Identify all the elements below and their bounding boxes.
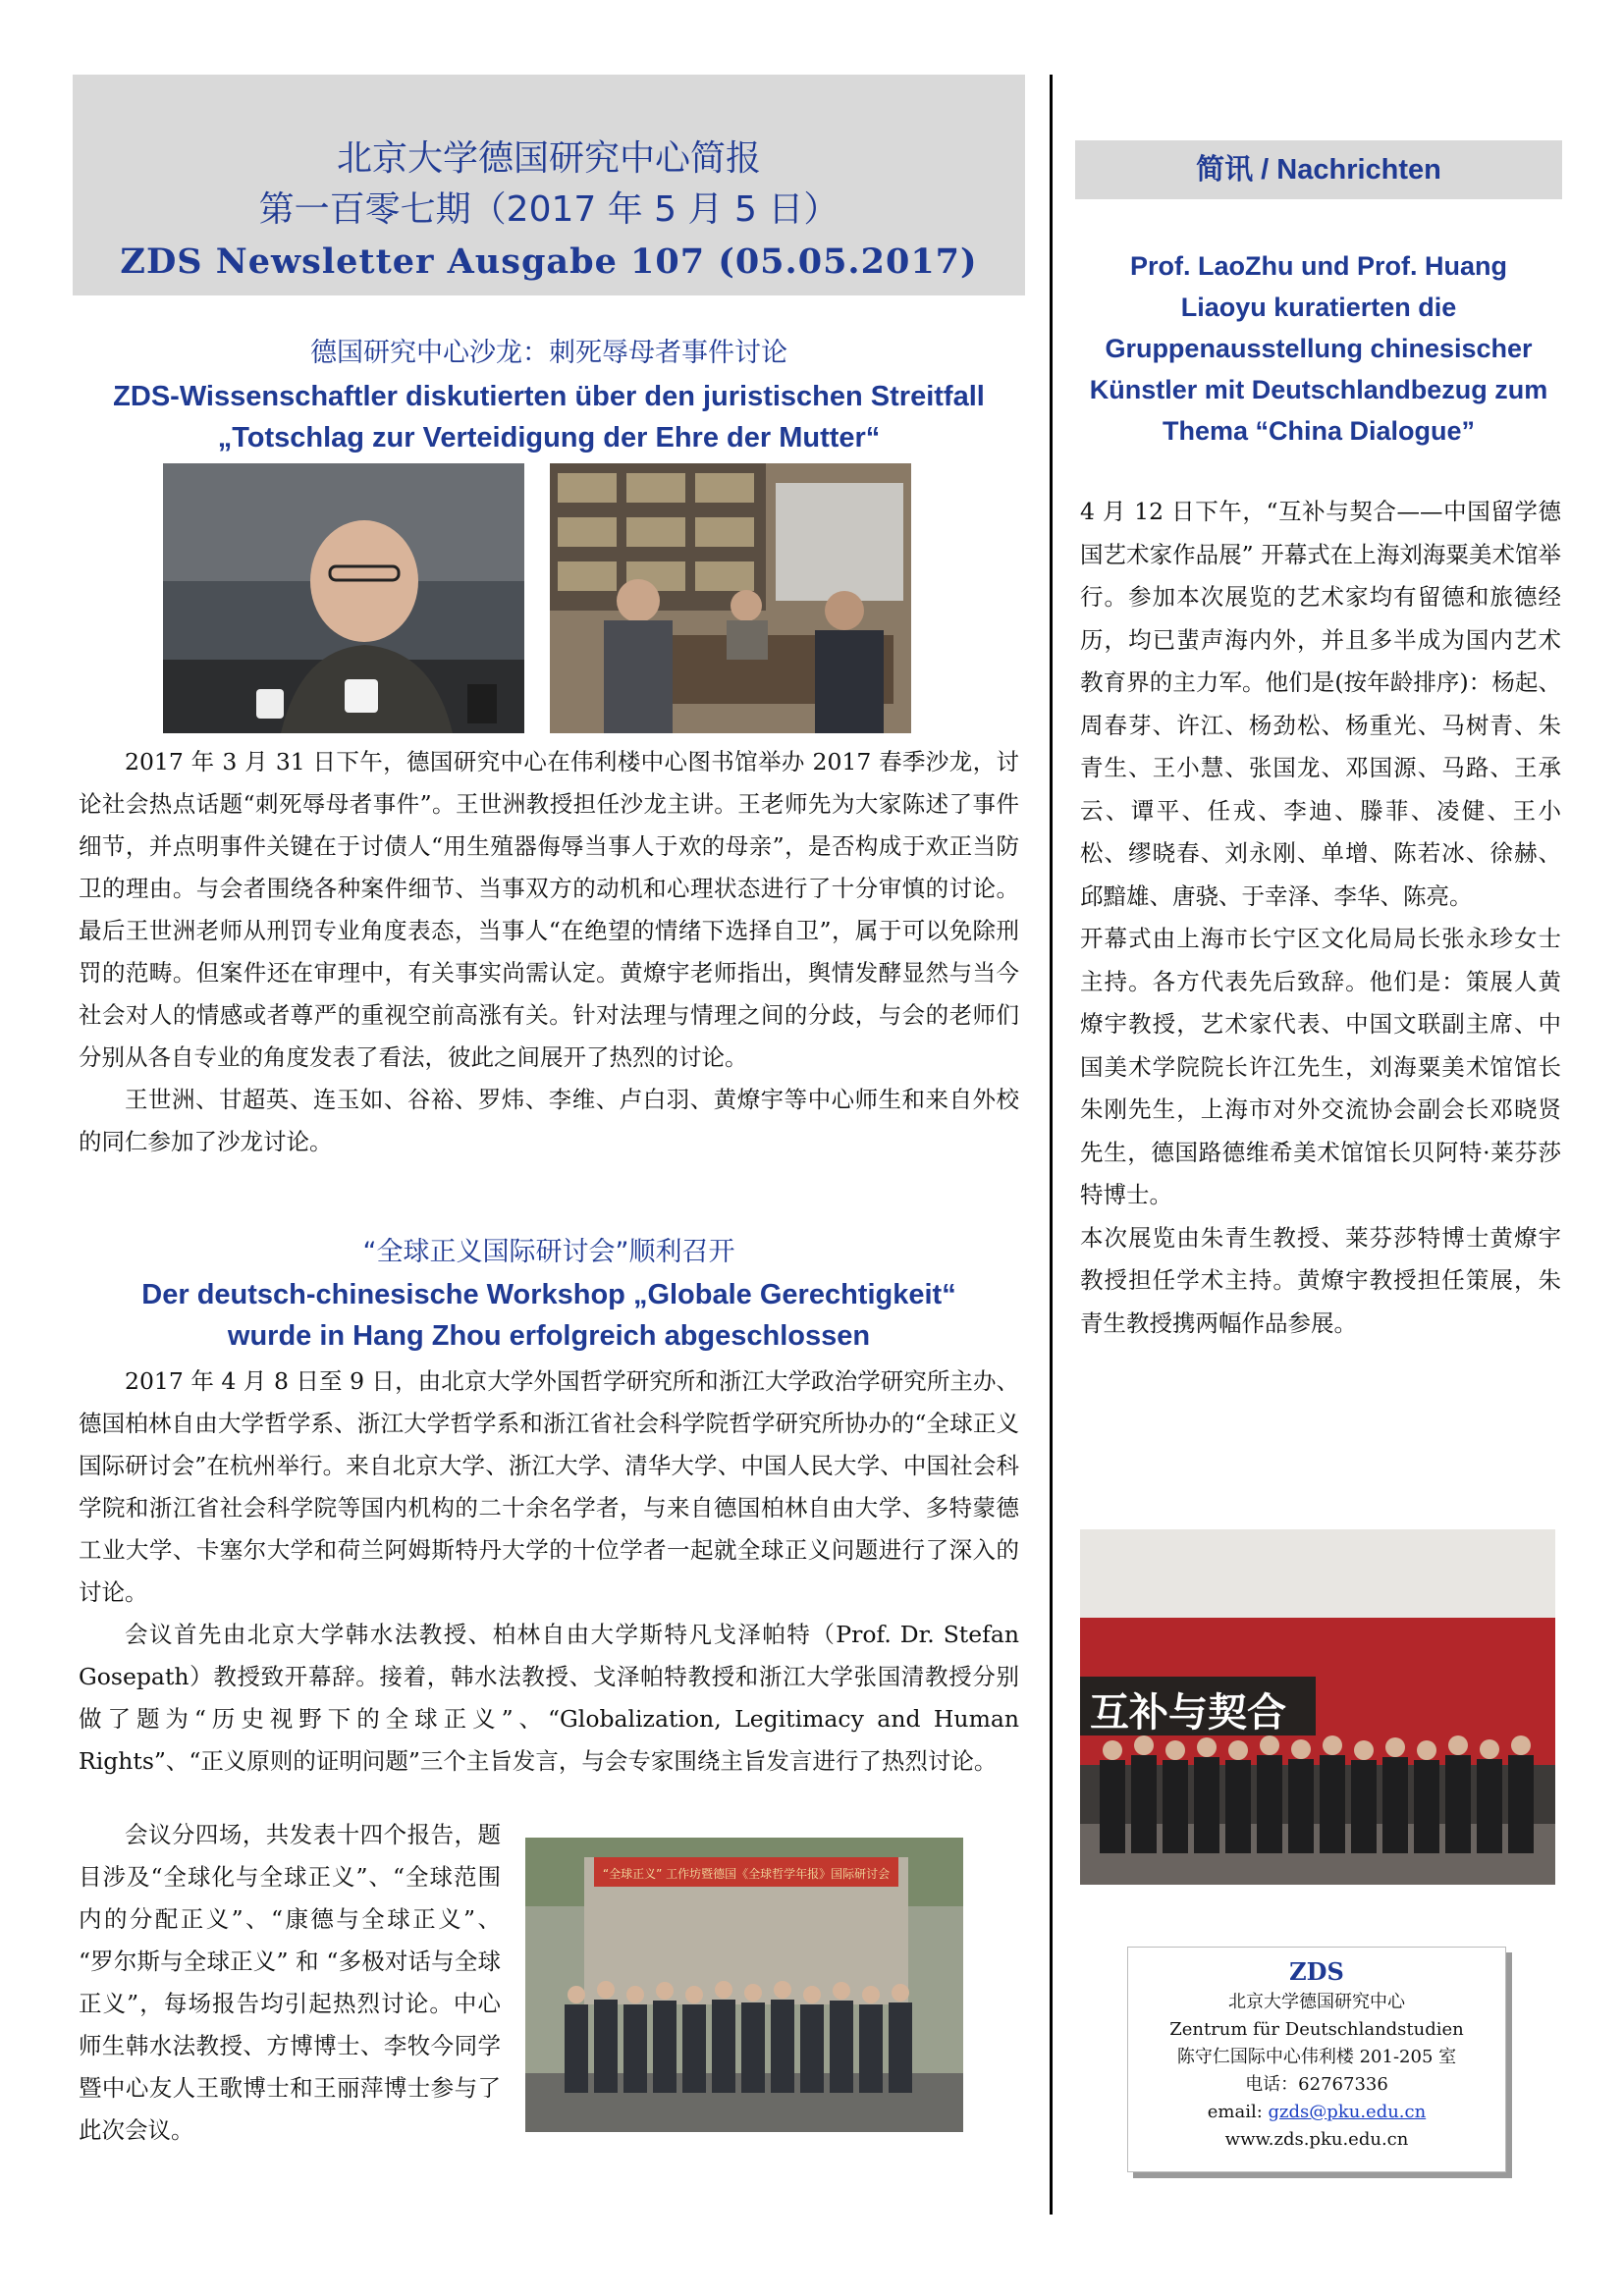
header-title-cn: 北京大学德国研究中心简报 [336, 138, 761, 179]
news-paragraph-3: 本次展览由朱青生教授、莱芬莎特博士黄燎宇教授担任学术主持。黄燎宇教授担任策展，朱青生教授携两幅作品参展。 [1080, 1223, 1561, 1337]
contact-name-de: Zentrum für Deutschlandstudien [1169, 2019, 1464, 2040]
article1-title-de-line1: ZDS-Wissenschaftler diskutierten über den juristischen Streitfall [113, 381, 985, 412]
salon-speaker-photo [163, 463, 524, 733]
newsletter-header [73, 75, 1025, 295]
contact-name-cn: 北京大学德国研究中心 [1228, 1992, 1405, 2012]
news-title-line: Thema “China Dialogue” [1162, 416, 1476, 446]
article2-title-cn: “全球正义国际研讨会”顺利召开 [362, 1237, 735, 1267]
article1-title-cn: 德国研究中心沙龙：刺死辱母者事件讨论 [310, 338, 787, 368]
workshop-group-photo [525, 1838, 963, 2132]
news-title-line: Künstler mit Deutschlandbezug zum [1089, 375, 1548, 404]
contact-email-label: email: [1207, 2102, 1269, 2122]
contact-email-line [1128, 2099, 1505, 2126]
news-paragraph-2: 开幕式由上海市长宁区文化局局长张永珍女士主持。各方代表先后致辞。他们是：策展人黄燎宇教授，艺术家代表、中国文联副主席、中国美术学院院长许江先生，刘海粟美术馆馆长朱刚先生，上海市对外交流协会副会长邓晓贤先生，德国路德维希美术馆馆长贝阿特·莱芬莎特博士。 [1080, 925, 1561, 1208]
article2-title-de-line2: wurde in Hang Zhou erfolgreich abgeschlossen [227, 1320, 871, 1352]
news-title-line: Prof. LaoZhu und Prof. Huang [1130, 251, 1507, 281]
contact-email-link[interactable]: gzds@pku.edu.cn [1268, 2102, 1427, 2122]
news-title-line: Liaoyu kuratierten die [1180, 293, 1457, 322]
article1-paragraph-2: 王世洲、甘超英、连玉如、谷裕、罗炜、李维、卢白羽、黄燎宇等中心师生和来自外校的同仁参加了沙龙讨论。 [79, 1086, 1019, 1155]
exhibition-opening-photo [1080, 1529, 1555, 1885]
article2-body-narrow [79, 1814, 501, 2152]
header-title-en: ZDS Newsletter Ausgabe 107 (05.05.2017) [120, 241, 978, 282]
salon-discussion-photo [550, 463, 911, 733]
article1-body [79, 741, 1019, 1163]
contact-phone: 电话：62767336 [1245, 2074, 1388, 2095]
workshop-banner-text: “全球正义” 工作坊暨德国《全球哲学年报》国际研讨会 [602, 1867, 891, 1881]
contact-website[interactable]: www.zds.pku.edu.cn [1224, 2129, 1409, 2150]
article2-paragraph-2: 会议首先由北京大学韩水法教授、柏林自由大学斯特凡戈泽帕特（Prof. Dr. Stefan Gosepath）教授致开幕辞。接着，韩水法教授、戈泽帕特教授和浙江大学张国清教授分别做了题为“历史视野下的全球正义”、“Globalization, Legitimacy and Human Rights”、“正义原则的证明问题”三个主旨发言，与会专家围绕主旨发言进行了热烈讨论。 [79, 1621, 1019, 1775]
article2-paragraph-1: 2017 年 4 月 8 日至 9 日，由北京大学外国哲学研究所和浙江大学政治学研究所主办、德国柏林自由大学哲学系、浙江大学哲学系和浙江省社会科学院哲学研究所协办的“全球正义国际研讨会”在杭州举行。来自北京大学、浙江大学、清华大学、中国人民大学、中国社会科学院和浙江省社会科学院等国内机构的二十余名学者，与来自德国柏林自由大学、多特蒙德工业大学、卡塞尔大学和荷兰阿姆斯特丹大学的十位学者一起就全球正义问题进行了深入的讨论。 [79, 1367, 1019, 1606]
article2-title-de-line1: Der deutsch-chinesische Workshop „Globale Gerechtigkeit“ [141, 1279, 956, 1310]
news-title-line: Gruppenausstellung chinesischer [1105, 334, 1533, 363]
contact-address: 陈守仁国际中心伟利楼 201-205 室 [1176, 2047, 1457, 2067]
article2-body [79, 1361, 1019, 1783]
exhibition-sign-text: 互补与契合 [1090, 1690, 1286, 1735]
news-paragraph-1: 4 月 12 日下午，“互补与契合——中国留学德国艺术家作品展” 开幕式在上海刘海粟美术馆举行。参加本次展览的艺术家均有留德和旅德经历，均已蜚声海内外，并且多半成为国内艺术教育界的主力军。他们是(按年龄排序)：杨起、周春芽、许江、杨劲松、杨重光、马树青、朱青生、王小慧、张国龙、邓国源、马路、王承云、谭平、任戎、李迪、滕菲、凌健、王小松、缪晓春、刘永刚、单增、陈若冰、徐赫、邱黯雄、唐骁、于幸泽、李华、陈亮。 [1080, 498, 1561, 910]
news-title [1075, 245, 1562, 452]
column-divider [1050, 75, 1053, 2215]
article2-paragraph-3: 会议分四场，共发表十四个报告，题目涉及“全球化与全球正义”、“全球范围内的分配正义”、“康德与全球正义”、 “罗尔斯与全球正义” 和 “多极对话与全球正义”，每场报告均引起热烈讨论。中心师生韩水法教授、方博博士、李牧今同学暨中心友人王歌博士和王丽萍博士参与了此次会议。 [79, 1821, 501, 2144]
contact-title: ZDS [1289, 1957, 1344, 1986]
header-issue-cn: 第一百零七期（2017 年 5 月 5 日） [258, 189, 839, 230]
contact-box [1127, 1947, 1506, 2172]
news-section-header: 简讯 / Nachrichten [1075, 140, 1562, 199]
article1-title-de-line2: „Totschlag zur Verteidigung der Ehre der Mutter“ [217, 422, 881, 454]
news-body [1080, 491, 1561, 1345]
article1-paragraph-1: 2017 年 3 月 31 日下午，德国研究中心在伟利楼中心图书馆举办 2017 春季沙龙，讨论社会热点话题“刺死辱母者事件”。王世洲教授担任沙龙主讲。王老师先为大家陈述了事件细节，并点明事件关键在于讨债人“用生殖器侮辱当事人于欢的母亲”，是否构成于欢正当防卫的理由。与会者围绕各种案件细节、当事双方的动机和心理状态进行了十分审慎的讨论。最后王世洲老师从刑罚专业角度表态，当事人“在绝望的情绪下选择自卫”，属于可以免除刑罚的范畴。但案件还在审理中，有关事实尚需认定。黄燎宇老师指出，舆情发酵显然与当今社会对人的情感或者尊严的重视空前高涨有关。针对法理与情理之间的分歧，与会的老师们分别从各自专业的角度发表了看法，彼此之间展开了热烈的讨论。 [79, 748, 1019, 1071]
